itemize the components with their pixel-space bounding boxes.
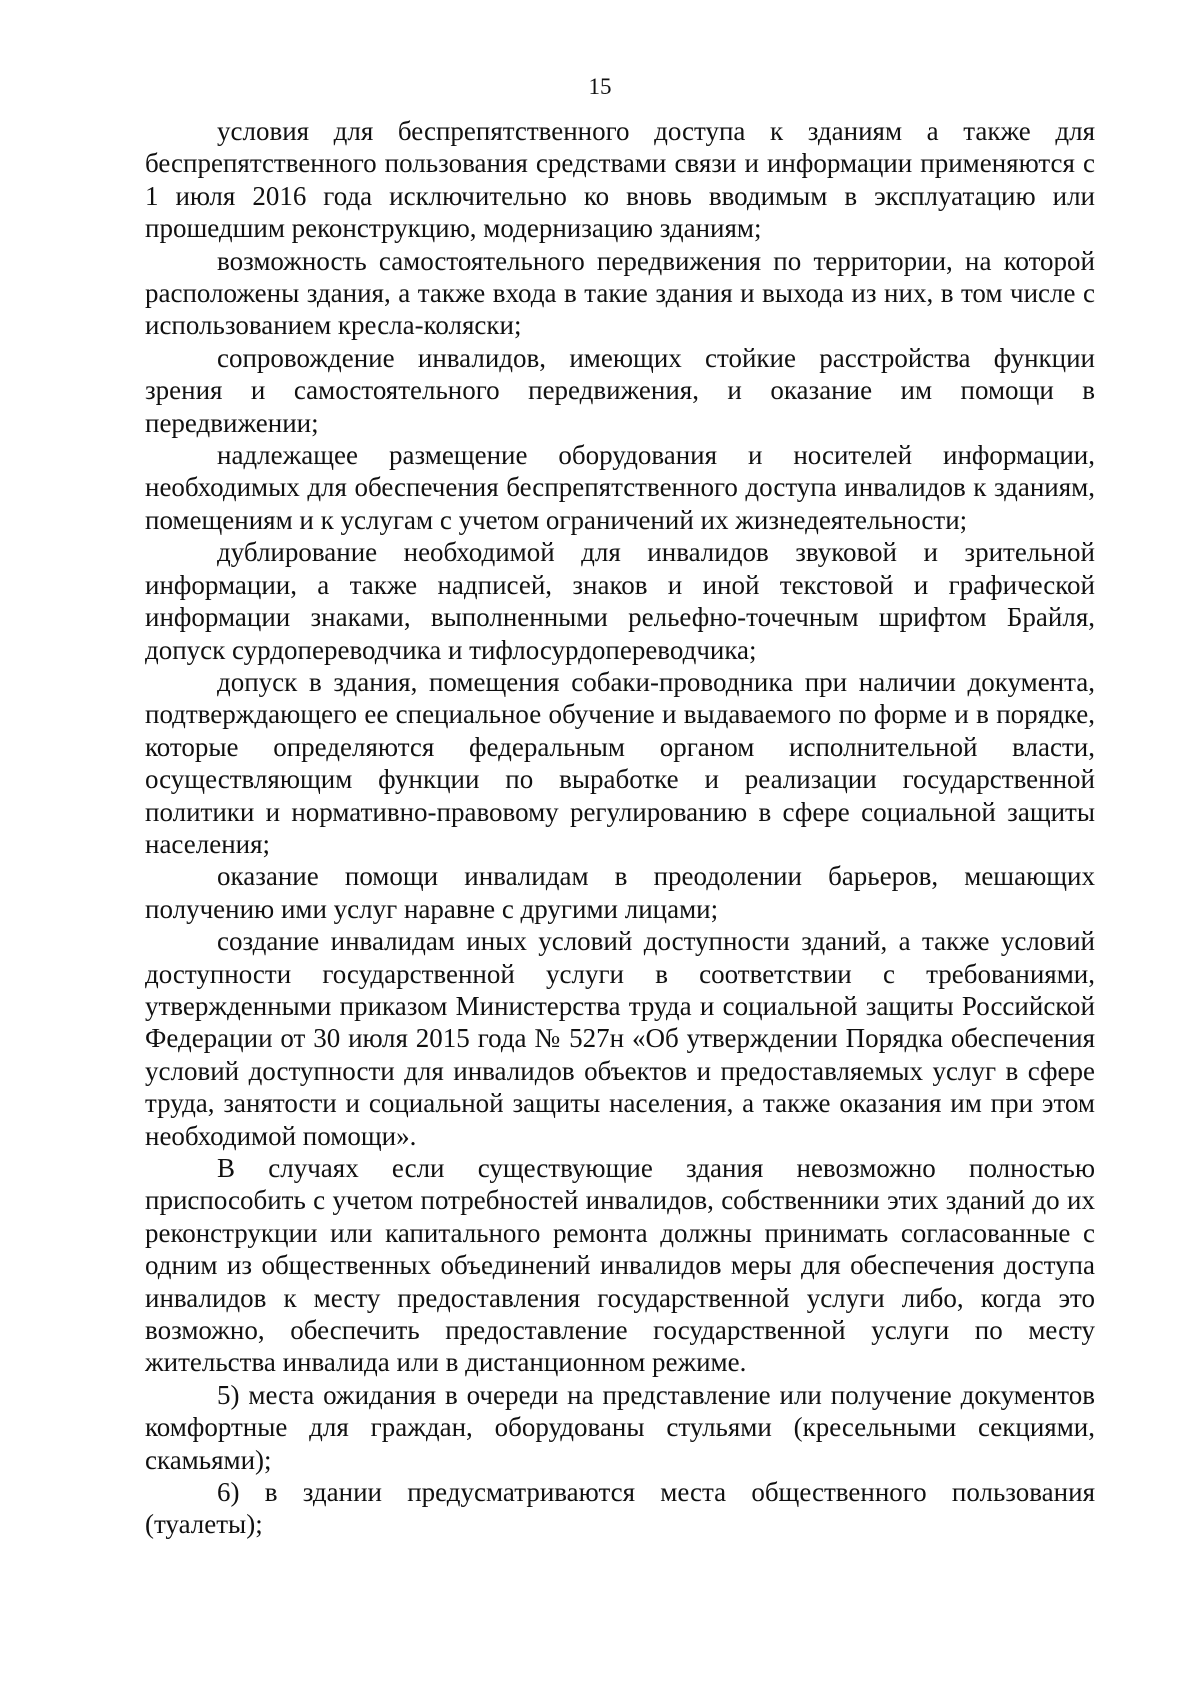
paragraph-1: условия для беспрепятственного доступа к зданиям а также для беспрепятственного пользования средствами связи и информации применяются с 1 июля 2016 года исключительно ко вновь вводимым в эксплуатацию или прошедшим реконструкцию, модернизацию зданиям;	[145, 116, 1095, 244]
paragraph-2: возможность самостоятельного передвижения по территории, на которой расположены здания, а также входа в такие здания и выхода из них, в том числе с использованием кресла-коляски;	[145, 245, 1095, 341]
paragraph-11: 6) в здании предусматриваются места общественного пользования (туалеты);	[145, 1477, 1095, 1540]
page-number: 15	[588, 74, 612, 99]
paragraph-9: В случаях если существующие здания невозможно полностью приспособить с учетом потребностей инвалидов, собственники этих зданий до их реконструкции или капитального ремонта должны принимать согласованные с одним из общественных объединений инвалидов меры для обеспечения доступа инвалидов к месту предоставления государственной услуги либо, когда это возможно, обеспечить предоставление государственной услуги по месту жительства инвалида или в дистанционном режиме.	[145, 1153, 1095, 1378]
paragraph-4: надлежащее размещение оборудования и носителей информации, необходимых для обеспечения беспрепятственного доступа инвалидов к зданиям, помещениям и к услугам с учетом ограничений их жизнедеятельности;	[145, 440, 1095, 535]
paragraph-6: допуск в здания, помещения собаки-проводника при наличии документа, подтверждающего ее специальное обучение и выдаваемого по форме и в порядке, которые определяются федеральным органом исполнительной власти, осуществляющим функции по выработке и реализации государственной политики и нормативно-правовому регулированию в сфере социальной защиты населения;	[145, 666, 1095, 859]
paragraph-5: дублирование необходимой для инвалидов звуковой и зрительной информации, а также надписей, знаков и иной текстовой и графической информации знаками, выполненными рельефно-точечным шрифтом Брайля, допуск сурдопереводчика и тифлосурдопереводчика;	[145, 537, 1095, 665]
paragraph-3: сопровождение инвалидов, имеющих стойкие расстройства функции зрения и самостоятельного передвижения, и оказание им помощи в передвижении;	[145, 342, 1095, 438]
paragraph-10: 5) места ожидания в очереди на представление или получение документов комфортные для граждан, оборудованы стульями (кресельными секциями, скамьями);	[145, 1379, 1095, 1475]
paragraph-8: создание инвалидам иных условий доступности зданий, а также условий доступности государственной услуги в соответствии с требованиями, утвержденными приказом Министерства труда и социальной защиты Российской Федерации от 30 июля 2015 года № 527н «Об утверждении Порядка обеспечения условий доступности для инвалидов объектов и предоставляемых услуг в сфере труда, занятости и социальной защиты населения, а также оказания им при этом необходимой помощи».	[145, 926, 1095, 1151]
document-body	[145, 115, 1095, 1541]
paragraph-7: оказание помощи инвалидам в преодолении барьеров, мешающих получению ими услуг наравне с другими лицами;	[145, 861, 1095, 924]
